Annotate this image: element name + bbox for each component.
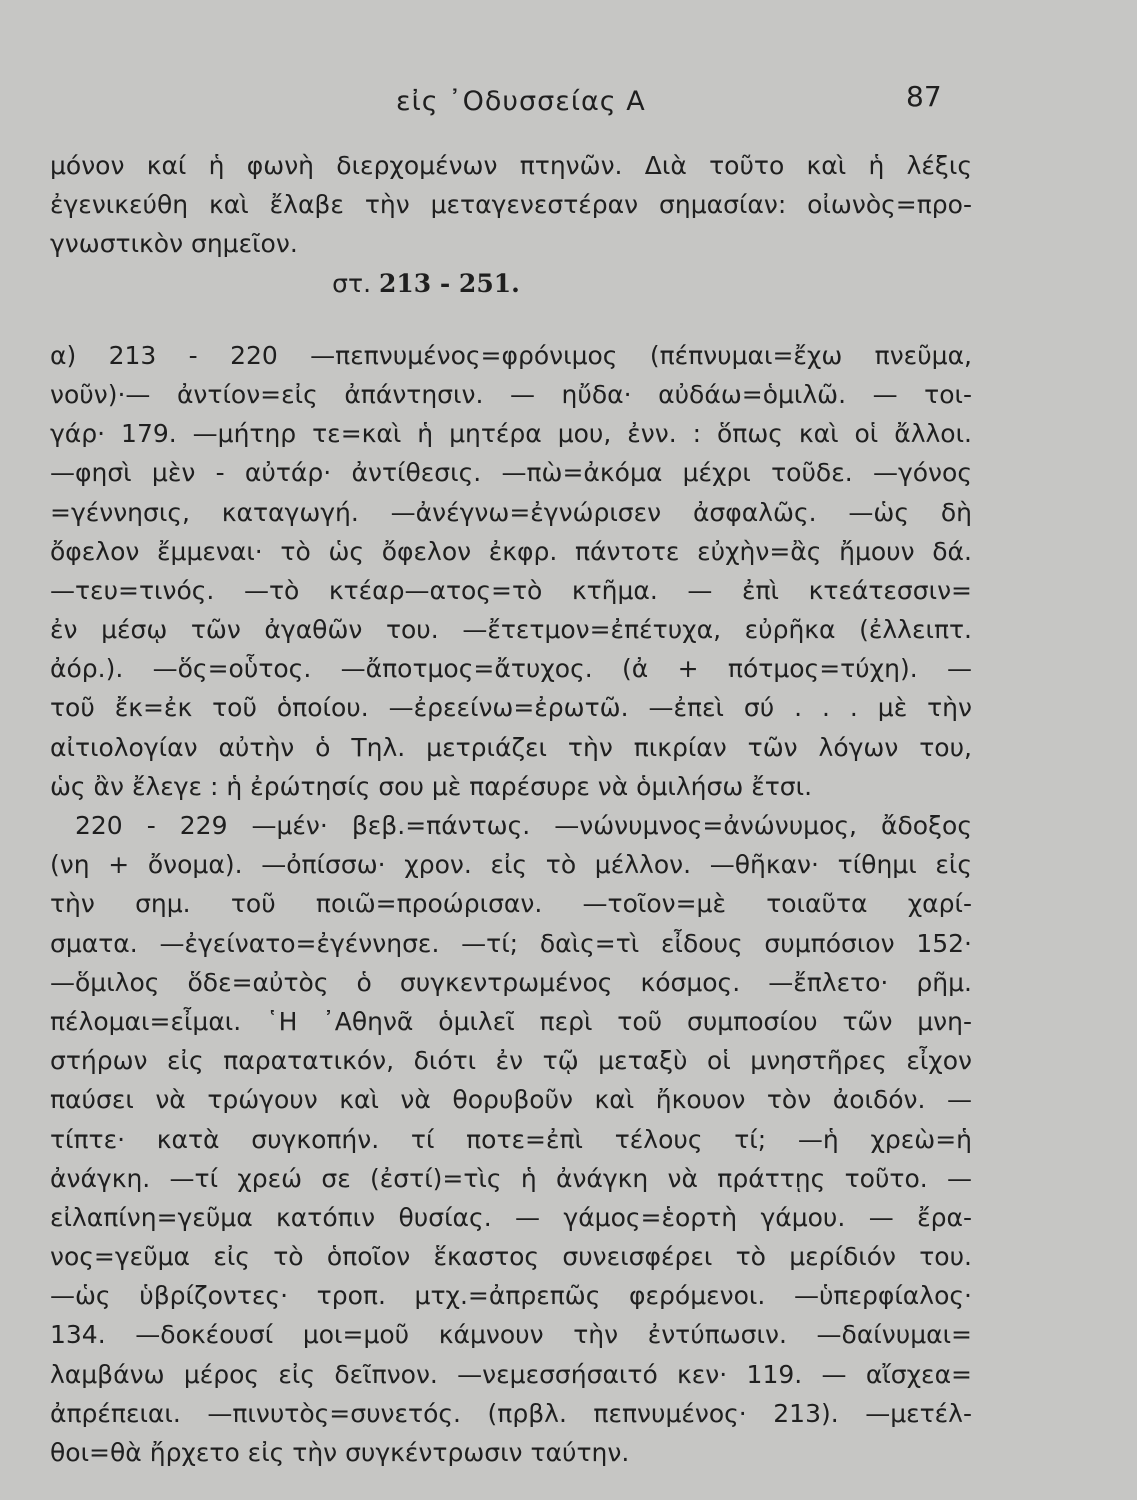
text-line: ἀόρ.). —ὅς=οὗτος. —ἄποτμος=ἄτυχος. (ἀ + πότμος=τύχη). —: [50, 654, 972, 684]
text-line: νος=γεῦμα εἰς τὸ ὁποῖον ἕκαστος συνεισφέρει τὸ μερίδιόν του.: [50, 1242, 972, 1272]
text-line: ἀπρέπειαι. —πινυτὸς=συνετός. (πρβλ. πεπνυμένος· 213). —μετέλ-: [50, 1398, 972, 1428]
text-line: ἐν μέσῳ τῶν ἀγαθῶν του. —ἔτετμον=ἐπέτυχα, εὐρῆκα (ἐλλειπτ.: [50, 615, 972, 645]
page-number: 87: [906, 80, 942, 113]
section-gap: [50, 303, 972, 336]
page-text: [50, 146, 972, 1472]
running-title: εἰς ᾿Οδυσσείας Α: [396, 86, 646, 117]
text-line: γνωστικὸν σημεῖον.: [50, 229, 298, 259]
text-line: 134. —δοκέουσί μοι=μοῦ κάμνουν τὴν ἐντύπωσιν. —δαίνυμαι=: [50, 1320, 972, 1350]
text-line: στήρων εἰς παρατατικόν, διότι ἐν τῷ μεταξὺ οἱ μνηστῆρες εἶχον: [50, 1046, 972, 1076]
text-line: παύσει νὰ τρώγουν καὶ νὰ θορυβοῦν καὶ ἤκουον τὸν ἀοιδόν. —: [50, 1085, 972, 1115]
text-line: νοῦν)·— ἀντίον=εἰς ἀπάντησιν. — ηὔδα· αὐδάω=ὁμιλῶ. — τοι-: [50, 379, 972, 409]
text-line: ἐγενικεύθη καὶ ἔλαβε τὴν μεταγενεστέραν σημασίαν: οἰωνὸς=προ-: [50, 190, 972, 220]
text-line: αἰτιολογίαν αὐτὴν ὁ Τηλ. μετριάζει τὴν πικρίαν τῶν λόγων του,: [50, 732, 972, 762]
text-line: ὄφελον ἔμμεναι· τὸ ὡς ὄφελον ἐκφρ. πάντοτε εὐχὴν=ἂς ἤμουν δά.: [50, 536, 972, 566]
text-line: α) 213 - 220 —πεπνυμένος=φρόνιμος (πέπνυμαι=ἔχω πνεῦμα,: [50, 340, 972, 370]
text-line: —τευ=τινός. —τὸ κτέαρ—ατος=τὸ κτῆμα. — ἐπὶ κτεάτεσσιν=: [50, 575, 972, 605]
text-line: =γέννησις, καταγωγή. —ἀνέγνω=ἐγνώρισεν ἀσφαλῶς. —ὡς δὴ: [50, 497, 972, 527]
text-line: ἀνάγκη. —τί χρεώ σε (ἐστί)=τὶς ἡ ἀνάγκη νὰ πράττῃς τοῦτο. —: [50, 1163, 972, 1193]
text-line: εἰλαπίνη=γεῦμα κατόπιν θυσίας. — γάμος=ἑορτὴ γάμου. — ἔρα-: [50, 1202, 972, 1232]
text-line: γάρ· 179. —μήτηρ τε=καὶ ἡ μητέρα μου, ἐνν. : ὅπως καὶ οἱ ἄλλοι.: [50, 419, 972, 449]
text-line: θοι=θὰ ἤρχετο εἰς τὴν συγκέντρωσιν ταύτην.: [50, 1438, 630, 1467]
text-line: (νη + ὄνομα). —ὀπίσσω· χρον. εἰς τὸ μέλλον. —θῆκαν· τίθημι εἰς: [50, 850, 972, 880]
section-range: 213 - 251.: [378, 268, 520, 298]
text-line: ὡς ἂν ἔλεγε : ἡ ἐρώτησίς σου μὲ παρέσυρε νὰ ὁμιλήσω ἔτσι.: [50, 771, 813, 801]
text-line: λαμβάνω μέρος εἰς δεῖπνον. —νεμεσσήσαιτό κεν· 119. — αἴσχεα=: [50, 1359, 972, 1389]
text-line: 220 - 229 —μέν· βεβ.=πάντως. —νώνυμνος=ἀνώνυμος, ἄδοξος: [75, 811, 972, 840]
text-line: μόνον καί ἡ φωνὴ διερχομένων πτηνῶν. Διὰ τοῦτο καὶ ἡ λέξις: [50, 151, 972, 180]
text-line: —ὡς ὑβρίζοντες· τροπ. μτχ.=ἀπρεπῶς φερόμενοι. —ὑπερφίαλος·: [50, 1281, 972, 1311]
text-line: —ὅμιλος ὅδε=αὐτὸς ὁ συγκεντρωμένος κόσμος. —ἔπλετο· ρῆμ.: [50, 967, 972, 997]
section-prefix: στ.: [332, 268, 372, 298]
text-line: τοῦ ἔκ=ἐκ τοῦ ὁποίου. —ἐρεείνω=ἐρωτῶ. —ἐπεὶ σύ . . . μὲ τὴν: [50, 693, 972, 723]
text-line: πέλομαι=εἶμαι. ῾Η ᾿Αθηνᾶ ὁμιλεῖ περὶ τοῦ συμποσίου τῶν μνη-: [50, 1006, 972, 1036]
text-line: σματα. —ἐγείνατο=ἐγέννησε. —τί; δαὶς=τὶ εἶδους συμπόσιον 152·: [50, 928, 972, 958]
text-line: τίπτε· κατὰ συγκοπήν. τί ποτε=ἐπὶ τέλους τί; —ἡ χρεὼ=ἡ: [50, 1124, 972, 1154]
text-line: —φησὶ μὲν - αὐτάρ· ἀντίθεσις. —πὼ=ἀκόμα μέχρι τοῦδε. —γόνος: [50, 458, 972, 488]
text-line: τὴν σημ. τοῦ ποιῶ=προώρισαν. —τοῖον=μὲ τοιαῦτα χαρί-: [50, 889, 972, 919]
section-heading: [50, 264, 972, 303]
page-header: [0, 80, 1137, 130]
